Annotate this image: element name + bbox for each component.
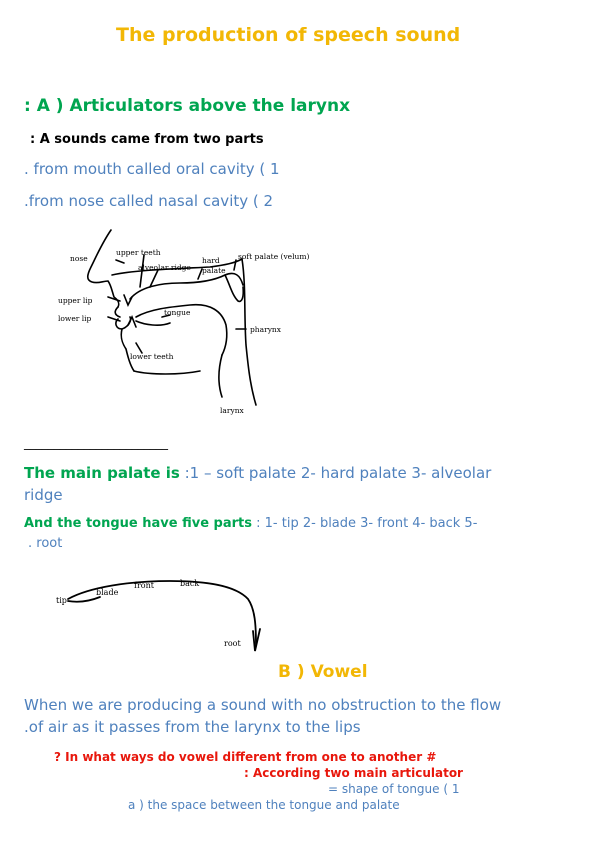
vowel-question: ? In what ways do vowel different from one to another #: [54, 750, 437, 764]
label-front: front: [134, 581, 154, 590]
label-hard-palate-1: hard: [202, 256, 220, 265]
label-nose: nose: [70, 254, 88, 263]
section-b-heading: B ) Vowel: [278, 662, 368, 682]
label-lower-lip: lower lip: [58, 314, 92, 323]
palate-line-2: ridge: [24, 486, 63, 504]
palate-text: :1 – soft palate 2- hard palate 3- alveolar: [179, 464, 492, 482]
vowel-desc-line-2: .of air as it passes from the larynx to the lips: [24, 718, 361, 736]
oral-cavity-line: . from mouth called oral cavity ( 1: [24, 160, 280, 178]
vocal-tract-diagram: [50, 225, 320, 425]
vowel-desc-line-1: When we are producing a sound with no obstruction to the flow: [24, 696, 502, 714]
tongue-diagram: [50, 575, 270, 655]
label-soft-palate: soft palate (velum): [238, 252, 310, 261]
label-blade: blade: [96, 588, 119, 597]
label-back: back: [180, 579, 200, 588]
page-title: The production of speech sound: [116, 24, 461, 46]
label-alveolar-ridge: alveolar ridge: [138, 263, 191, 272]
label-larynx: larynx: [220, 406, 244, 415]
divider-line: ________________________: [24, 436, 168, 450]
tongue-parts-line-2: . root: [28, 536, 63, 551]
according-line: : According two main articulator: [244, 766, 463, 780]
shape-line: = shape of tongue ( 1: [328, 782, 460, 796]
tongue-parts-line-1: [24, 516, 477, 531]
label-lower-teeth: lower teeth: [130, 352, 174, 361]
nasal-cavity-line: .from nose called nasal cavity ( 2: [24, 192, 274, 210]
tongue-parts-text: : 1- tip 2- blade 3- front 4- back 5-: [252, 516, 478, 531]
palate-line-1: [24, 464, 491, 482]
section-a-heading: : A ) Articulators above the larynx: [24, 96, 351, 116]
label-tongue: tongue: [164, 308, 191, 317]
label-upper-lip: upper lip: [58, 296, 93, 305]
label-root: root: [224, 639, 241, 648]
section-a-subheading: : A sounds came from two parts: [30, 132, 264, 147]
space-line: a ) the space between the tongue and palate: [128, 798, 400, 812]
label-upper-teeth: upper teeth: [116, 248, 161, 257]
tongue-parts-label: And the tongue have five parts: [24, 516, 253, 531]
palate-label: The main palate is: [24, 464, 180, 482]
label-pharynx: pharynx: [250, 325, 281, 334]
label-tip: tip: [56, 596, 67, 605]
label-hard-palate-2: palate: [202, 266, 226, 275]
